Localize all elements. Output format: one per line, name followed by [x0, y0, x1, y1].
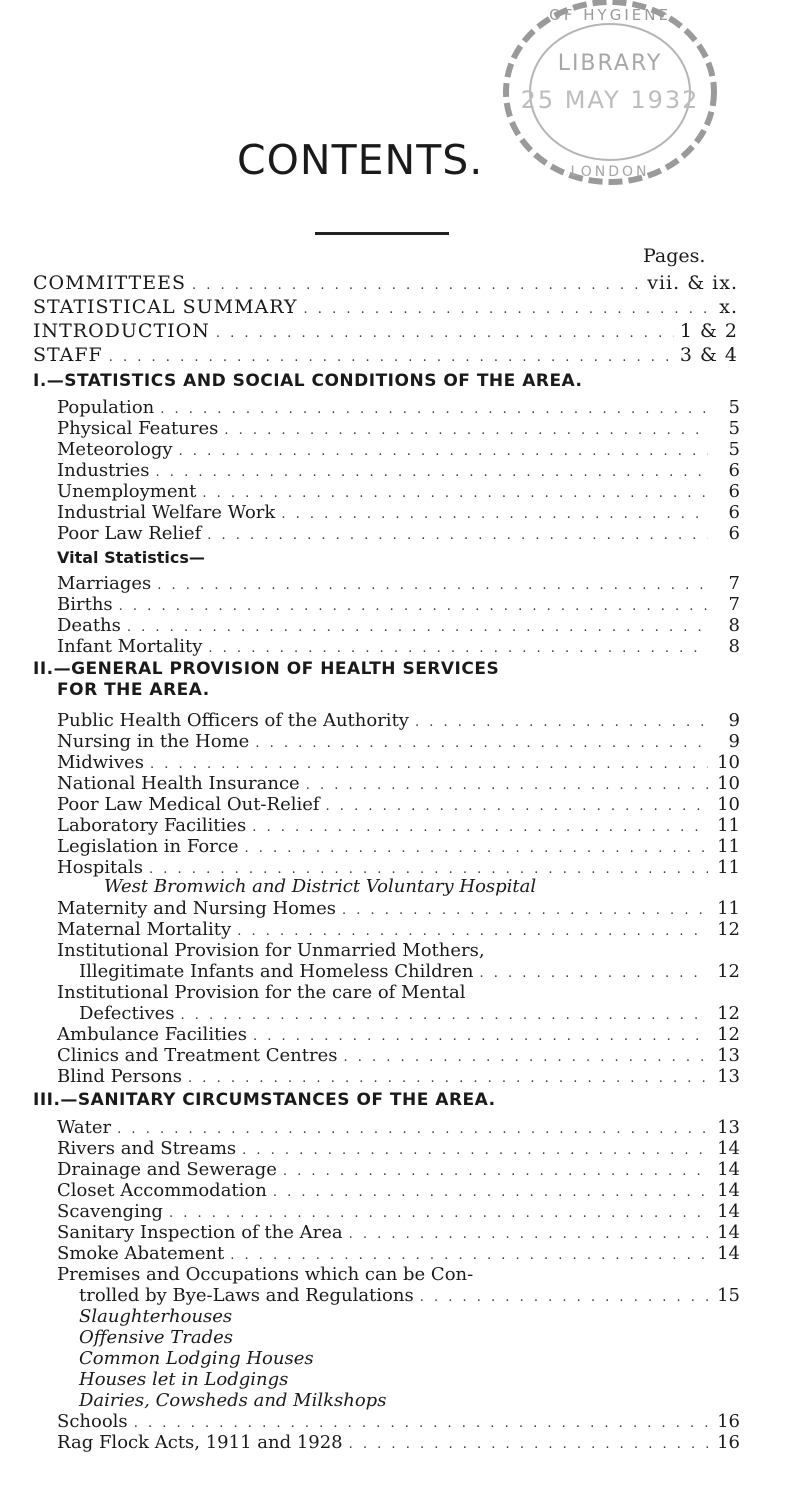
toc-row: Infant Mortality . . . 8 [57, 636, 740, 657]
vital-statistics-heading: Vital Statistics— [57, 548, 205, 567]
sub-entry: Offensive Trades [79, 1327, 234, 1348]
toc-row: Illegitimate Infants and Homeless Children . . . 12 [79, 961, 740, 982]
title-rule [315, 232, 449, 235]
toc-row: COMMITTEES . . . vii. & ix. [33, 272, 738, 294]
toc-row: trolled by Bye-Laws and Regulations . . . 15 [79, 1285, 740, 1306]
toc-row: Defectives . . . 12 [79, 1003, 740, 1024]
stamp-bottom-text: LONDON [570, 164, 650, 180]
toc-row: Industries . . . 6 [57, 460, 740, 481]
section-heading-2: II.—GENERAL PROVISION OF HEALTH SERVICES [33, 659, 500, 679]
toc-row: Meteorology . . . 5 [57, 439, 740, 460]
toc-row: Deaths . . . 8 [57, 615, 740, 636]
toc-row: National Health Insurance . . . 10 [57, 773, 740, 794]
toc-row: STAFF . . . 3 & 4 [33, 344, 738, 366]
section-heading-2-continued: FOR THE AREA. [57, 680, 210, 700]
toc-entry-line: Institutional Provision for Unmarried Mothers, [57, 940, 485, 961]
stamp-date: 25 MAY 1932 [520, 86, 700, 114]
toc-row: Births . . . 7 [57, 594, 740, 615]
hospital-note: West Bromwich and District Voluntary Hospital [104, 876, 537, 897]
toc-row: Water . . . 13 [57, 1117, 740, 1138]
toc-row: Legislation in Force . . . 11 [57, 836, 740, 857]
stamp-library: LIBRARY [557, 51, 663, 76]
toc-row: Blind Persons . . . 13 [57, 1066, 740, 1087]
toc-row: Smoke Abatement . . . 14 [57, 1243, 740, 1264]
toc-row: Unemployment . . . 6 [57, 481, 740, 502]
toc-row: Schools . . . 16 [57, 1411, 740, 1432]
toc-row: Closet Accommodation . . . 14 [57, 1180, 740, 1201]
toc-row: Poor Law Relief . . . 6 [57, 523, 740, 544]
section-heading-1: I.—STATISTICS AND SOCIAL CONDITIONS OF THE AREA. [33, 371, 583, 391]
toc-row: Drainage and Sewerage . . . 14 [57, 1159, 740, 1180]
toc-row: Ambulance Facilities . . . 12 [57, 1024, 740, 1045]
toc-row: Industrial Welfare Work . . . 6 [57, 502, 740, 523]
page-title: CONTENTS. [237, 136, 484, 184]
toc-row: Midwives . . . 10 [57, 752, 740, 773]
library-stamp [492, 0, 732, 200]
sub-entry: Houses let in Lodgings [79, 1369, 289, 1390]
toc-row: Nursing in the Home . . . 9 [57, 731, 740, 752]
section-heading-3: III.—SANITARY CIRCUMSTANCES OF THE AREA. [33, 1090, 496, 1110]
pages-column-header: Pages. [643, 245, 706, 267]
toc-row: Public Health Officers of the Authority . . . 9 [57, 710, 740, 731]
sub-entry: Common Lodging Houses [79, 1348, 314, 1369]
toc-entry-line: Premises and Occupations which can be Con- [57, 1264, 474, 1285]
toc-row: Clinics and Treatment Centres . . . 13 [57, 1045, 740, 1066]
stamp-ring-text: OF HYGIENE [549, 6, 671, 24]
toc-entry-line: Institutional Provision for the care of Mental [57, 982, 466, 1003]
toc-row: Scavenging . . . 14 [57, 1201, 740, 1222]
toc-row: Marriages . . . 7 [57, 573, 740, 594]
toc-row: Rivers and Streams . . . 14 [57, 1138, 740, 1159]
toc-row: Physical Features . . . 5 [57, 418, 740, 439]
toc-row: Maternal Mortality . . . 12 [57, 919, 740, 940]
toc-row: INTRODUCTION . . . 1 & 2 [33, 320, 738, 342]
sub-entry: Slaughterhouses [79, 1306, 233, 1327]
toc-row: Sanitary Inspection of the Area . . . 14 [57, 1222, 740, 1243]
toc-row: Rag Flock Acts, 1911 and 1928 . . . 16 [57, 1432, 740, 1453]
toc-row: STATISTICAL SUMMARY . . . x. [33, 296, 738, 318]
toc-row: Hospitals . . . 11 [57, 857, 740, 878]
toc-row: Maternity and Nursing Homes . . . 11 [57, 898, 740, 919]
toc-row: Poor Law Medical Out-Relief . . . 10 [57, 794, 740, 815]
sub-entry: Dairies, Cowsheds and Milkshops [79, 1390, 387, 1411]
toc-row: Population . . . 5 [57, 397, 740, 418]
toc-row: Laboratory Facilities . . . 11 [57, 815, 740, 836]
